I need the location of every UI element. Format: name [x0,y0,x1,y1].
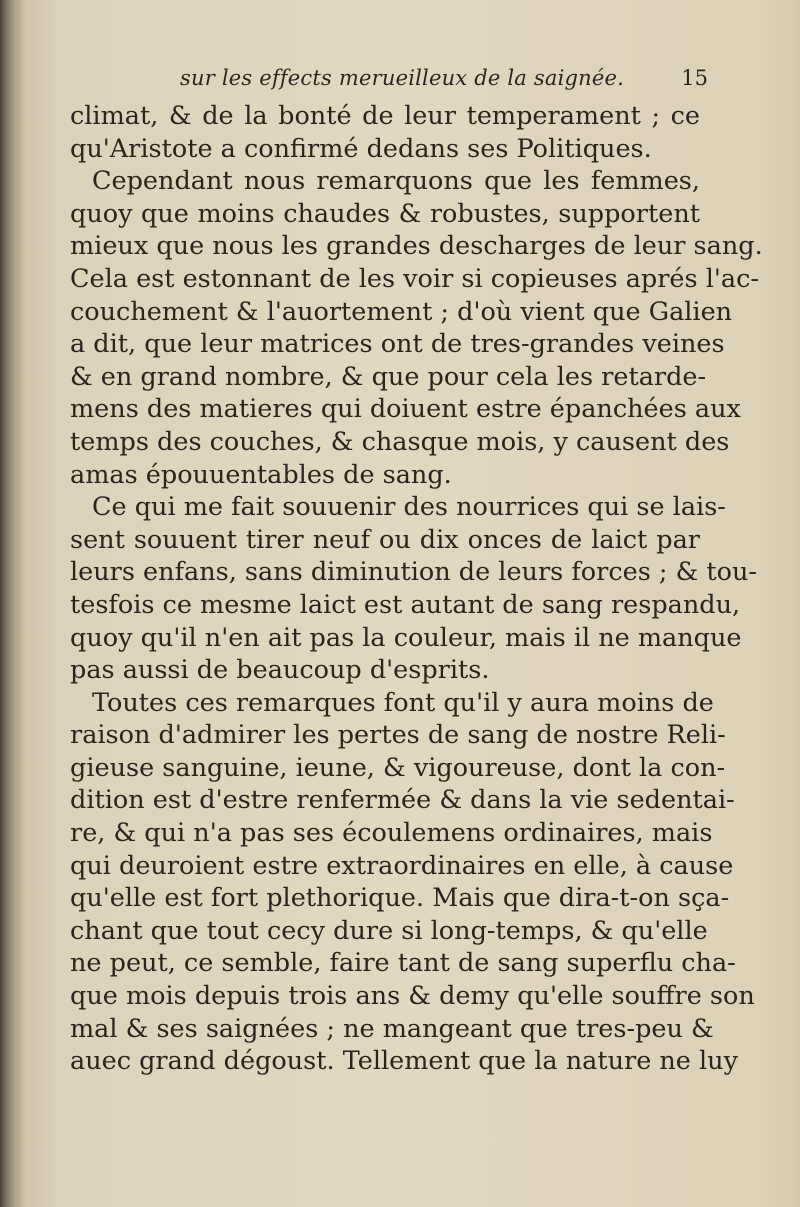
text-line: quoy que moins chaudes & robustes, supportent [70,198,700,229]
text-line: dition est d'estre renfermée & dans la vie sedentai- [70,785,735,816]
text-line: & en grand nombre, & que pour cela les retarde- [70,361,707,392]
text-line: pas aussi de beaucoup d'esprits. [70,655,490,686]
text-line: chant que tout cecy dure si long-temps, & qu'elle [70,915,708,946]
text-line: mens des matieres qui doiuent estre épanchées aux [70,394,741,425]
text-line: gieuse sanguine, ieune, & vigoureuse, dont la con- [70,752,726,783]
text-line: couchement & l'auortement ; d'où vient que Galien [70,296,733,327]
text-line: qu'elle est fort plethorique. Mais que dira-t-on sça- [70,883,730,914]
paragraph [70,687,755,1078]
text-line: Cela est estonnant de les voir si copieuses aprés l'ac- [70,263,759,294]
paragraph [70,491,758,687]
text-line: amas épouuentables de sang. [70,459,452,490]
text-line: auec grand dégoust. Tellement que la nature ne luy [70,1046,738,1077]
text-line: qui deuroient estre extraordinaires en elle, à cause [70,850,734,881]
page-header [100,62,708,98]
text-line: que mois depuis trois ans & demy qu'elle souffre son [70,981,755,1012]
text-line: raison d'admirer les pertes de sang de nostre Reli- [70,720,726,751]
text-line: mieux que nous les grandes descharges de leur sang. [70,231,763,262]
text-line: a dit, que leur matrices ont de tres-grandes veines [70,329,725,360]
book-spine-shadow [0,0,26,1207]
text-line: sent souuent tirer neuf ou dix onces de laict par [70,524,700,555]
paragraph [70,100,700,165]
text-line: qu'Aristote a confirmé dedans ses Politiques. [70,133,652,164]
body-text [70,100,763,1078]
text-line: re, & qui n'a pas ses écoulemens ordinaires, mais [70,818,713,849]
text-line: ne peut, ce semble, faire tant de sang superflu cha- [70,948,736,979]
text-line: Ce qui me fait souuenir des nourrices qui se lais- [92,492,726,523]
text-line: quoy qu'il n'en ait pas la couleur, mais il ne manque [70,622,742,653]
text-line: tesfois ce mesme laict est autant de sang respandu, [70,589,741,620]
paragraph [70,165,763,491]
page-number: 15 [681,66,708,90]
text-line: climat, & de la bonté de leur temperament ; ce [70,101,700,131]
text-line: leurs enfans, sans diminution de leurs forces ; & tou- [70,557,758,588]
text-line: temps des couches, & chasque mois, y causent des [70,426,730,457]
text-line: Cependant nous remarquons que les femmes, [92,166,700,197]
text-line: Toutes ces remarques font qu'il y aura moins de [92,687,714,718]
text-line: mal & ses saignées ; ne mangeant que tres-peu & [70,1013,714,1044]
running-head: sur les effects merueilleux de la saignée. [180,66,624,90]
